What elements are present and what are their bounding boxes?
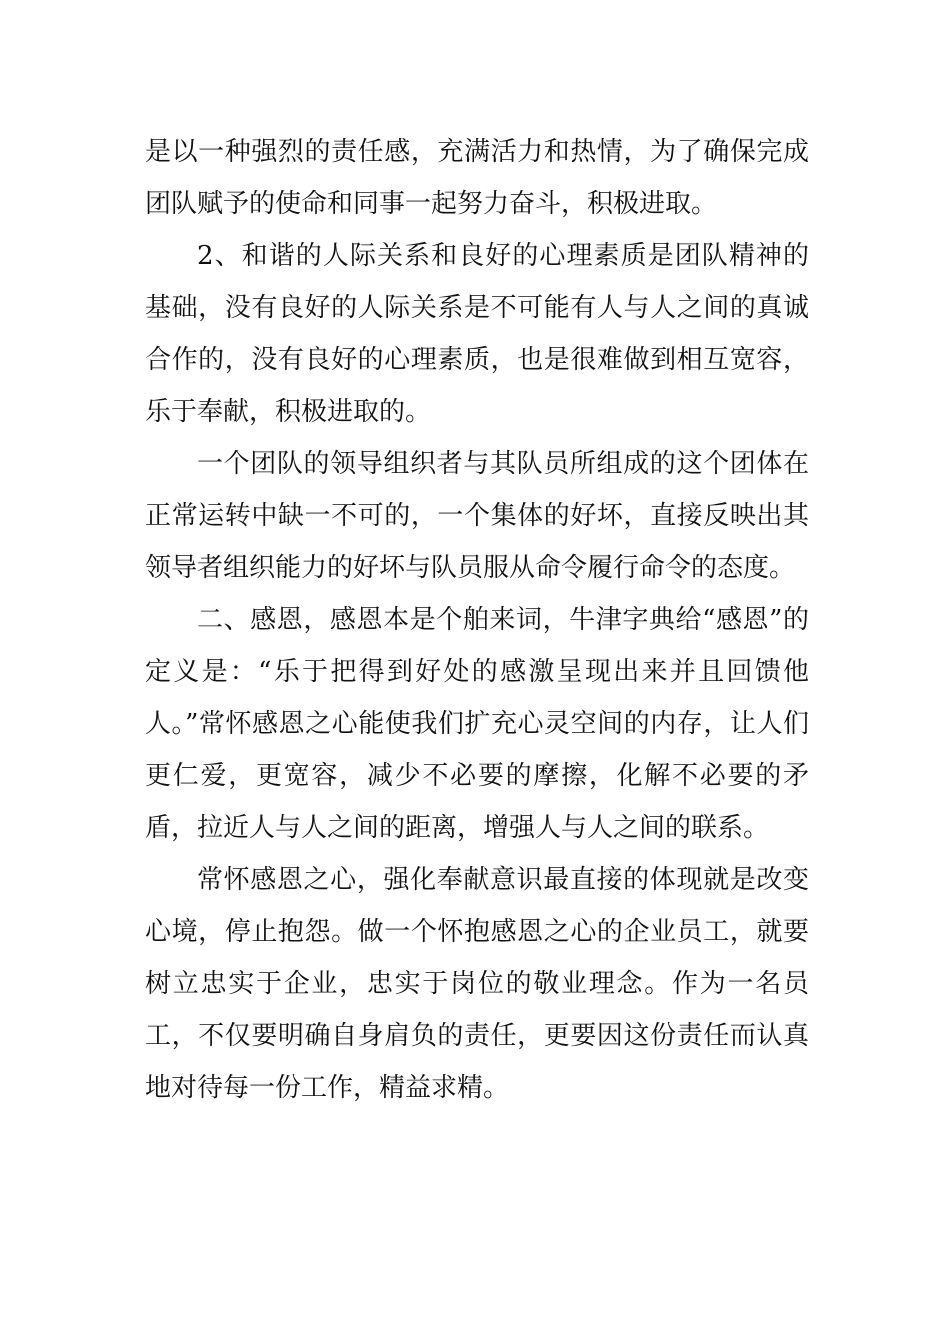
paragraph-continuation: 是以一种强烈的责任感，充满活力和热情，为了确保完成团队赋予的使命和同事一起努力奋斗，积极进取。: [145, 137, 809, 219]
paragraph-harmonious-relations: 2、和谐的人际关系和良好的心理素质是团队精神的基础，没有良好的人际关系是不可能有人与人之间的真诚合作的，没有良好的心理素质，也是很难做到相互宽容，乐于奉献，积极进取的。: [145, 241, 809, 427]
document-body: [145, 126, 809, 1114]
paragraph-gratitude: 二、感恩，感恩本是个舶来词，牛津字典给“感恩”的定义是：“乐于把得到好处的感激呈现出来并且回馈他人。”常怀感恩之心能使我们扩充心灵空间的内存，让人们更仁爱，更宽容，减少不必要的摩擦，化解不必要的矛盾，拉近人与人之间的距离，增强人与人之间的联系。: [145, 605, 809, 843]
paragraph-team-leadership: 一个团队的领导组织者与其队员所组成的这个团体在正常运转中缺一不可的，一个集体的好坏，直接反映出其领导者组织能力的好坏与队员服从命令履行命令的态度。: [145, 449, 809, 583]
paragraph-dedication: 常怀感恩之心，强化奉献意识最直接的体现就是改变心境，停止抱怨。做一个怀抱感恩之心的企业员工，就要树立忠实于企业，忠实于岗位的敬业理念。作为一名员工，不仅要明确自身肩负的责任，更要因这份责任而认真地对待每一份工作，精益求精。: [145, 865, 809, 1103]
